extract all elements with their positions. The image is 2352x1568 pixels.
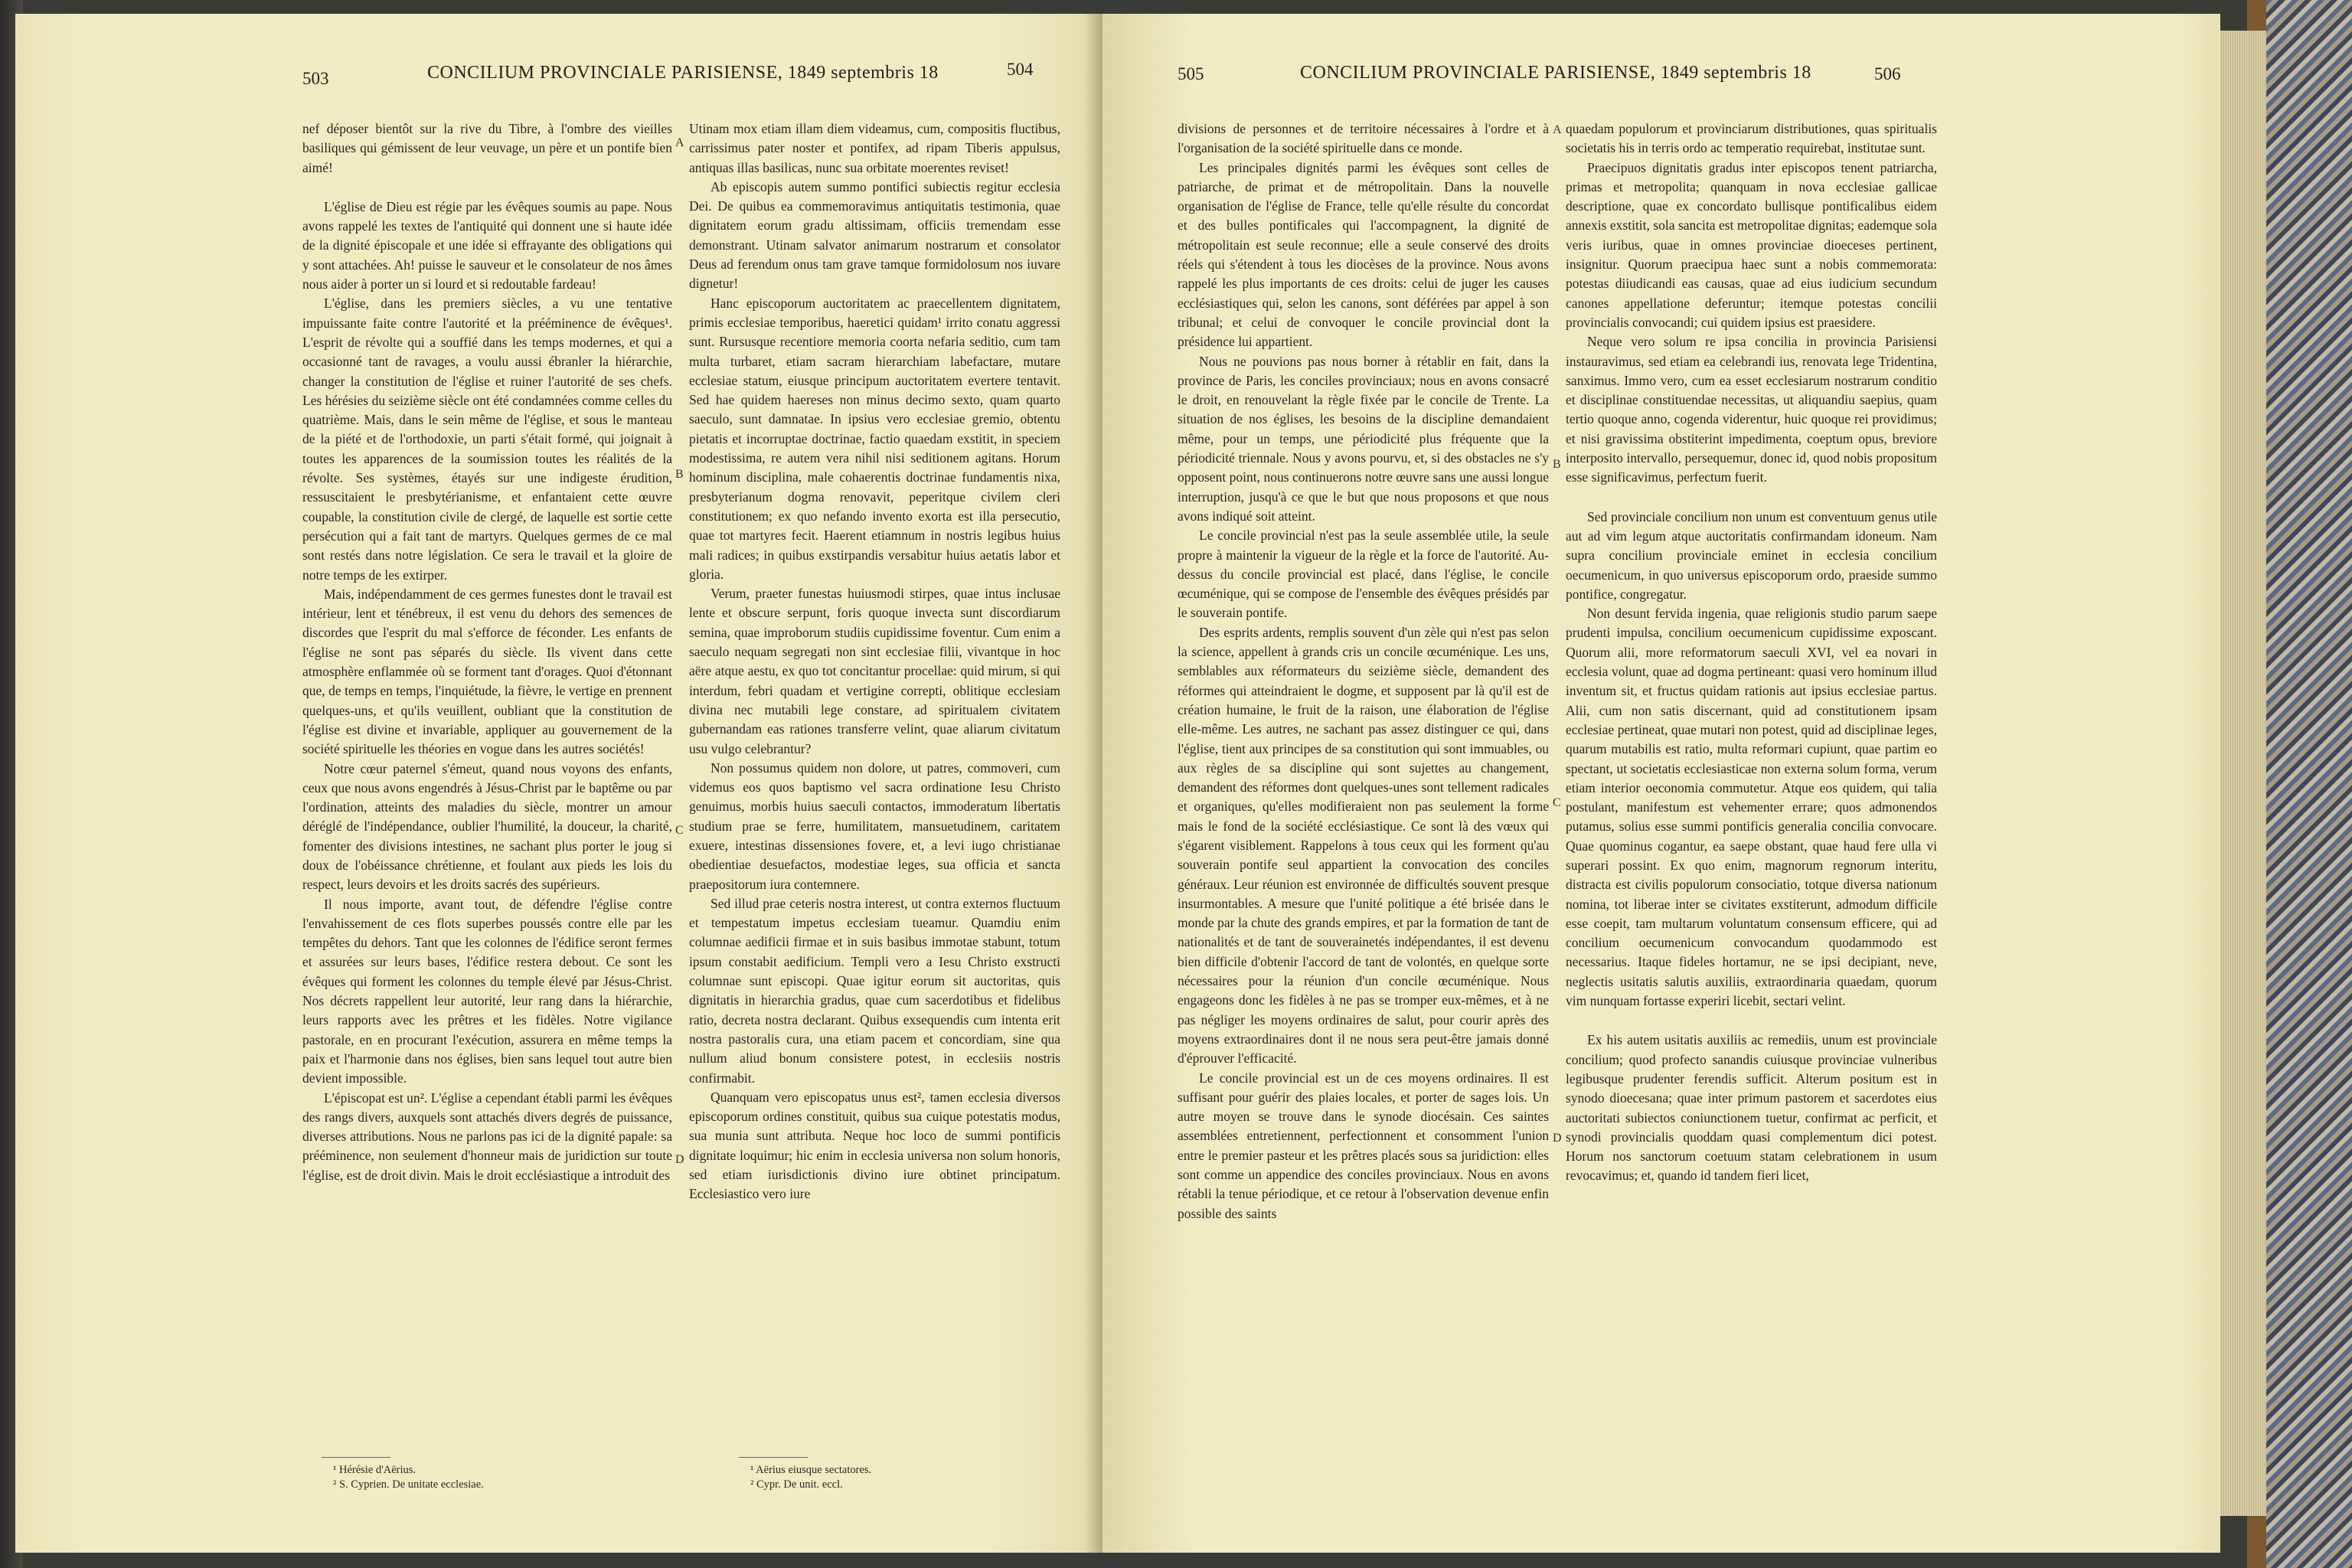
page-number-504: 504 [1007,60,1034,79]
paragraph: Des esprits ardents, remplis souvent d'un zèle qui n'est pas selon la science, appellent à grands cris un concile œcuménique. Les uns, semblables aux réformateurs du seizième siècle, demandent des réformes qui atteindraient le dogme, et supposent par là qu'il est de création humaine, le fruit de la raison, une élaboration de l'église elle-même. Les autres, ne sachant pas assez distinguer ce qui, dans l'église, tient aux principes de sa constitution qui sont immuables, ou aux règles de sa discipline qui sont sujettes au changement, demandent des réformes dont quelques-unes sont tellement radicales et organiques, qu'elles modifieraient non pas seulement la forme mais le fond de la société ecclésiastique. Ce sont là des vœux qui s'égarent visiblement. Rappelons à tous ceux qui les forment qu'au souverain pontife seul appartient la convocation des conciles généraux. Leur réunion est environnée de difficultés souvent presque insurmontables. A mesure que l'unité politique a été brisée dans le monde par la chute des grands empires, et par la formation de tant de nationalités et de tant de souverainetés indépendantes, il est devenu bien difficile d'obtenir l'accord de tant de volontés, en quelque sorte nécessaires pour la réunion d'un concile œcuménique. Nous engageons donc les fidèles à ne pas se tromper eux-mêmes, et à ne pas négliger les moyens ordinaires de salut, pour courir après des moyens extraordinaires dont il ne nous sera peut-être jamais donné d'éprouver l'efficacité. [1178,624,1549,1067]
french-column-left [302,119,672,1185]
paragraph: Praecipuos dignitatis gradus inter episcopos tenent patriarcha, primas et metropolita; quanquam in nova ecclesiae gallicae descriptione, quae ex concordato bullisque pontificalibus eidem annexis exstitit, sola sancita est metropolitae dignitas; eademque sola veris iuribus, quae in omnes provinciae dioeceses pertinent, insignitur. Quorum praecipua haec sunt a nobis commemorata: potestas diiudicandi eas causas, quae ad eius iudicium secundum canones appellatione deferuntur; itemque potestas concilii provincialis convocandi; cui quidem ipsius est praesidere. [1566,159,1937,330]
paragraph: Utinam mox etiam illam diem videamus, cum, compositis fluctibus, carrissimus pater noster et pontifex, ad ripam Tiberis appulsus, antiquas illas basilicas, nunc sua orbitate moerentes reviset! [689,121,1060,175]
paragraph: Les principales dignités parmi les évêques sont celles de patriarche, de primat et de métropolitain. Dans la nouvelle organisation de l'église de France, telle qu'elle résulte du concordat et des bulles pontificales qui l'accompagnent, la dignité de métropolitain est seule reconnue; elle a seule conservé des droits réels qui s'étendent à tous les diocèses de la province. Nous avons rappelé les plus importants de ces droits: celui de juger les causes ecclésiastiques qui, selon les canons, sont déférées par appel à son tribunal; et celui de convoquer le concile provincial dont la présidence lui appartient. [1178,159,1549,350]
left-page [15,14,1102,1553]
paragraph: L'épiscopat est un². L'église a cependant établi parmi les évêques des rangs divers, auxquels sont attachés divers degrés de puissance, diverses attributions. Nous ne parlons pas ici de la dignité papale: sa prééminence, non seulement d'honneur mais de juridiction sur toute l'église, est de droit divin. Mais le droit ecclésiastique a introduit des [302,1089,672,1183]
page-number-505: 505 [1178,64,1204,83]
paragraph: Non possumus quidem non dolore, ut patres, commoveri, cum videmus eos quos baptismo vel sacra ordinatione Iesu Christo genuimus, morbis huius saeculi contactos, immoderatum libertatis studium prae se ferre, humilitatem, mansuetudinem, caritatem exuere, intestinas dissensiones fovere, et, a levi iugo christianae obedientiae desuefactos, modestiae leges, sua officia et sancta praepositorum iura contemnere. [689,760,1060,892]
margin-marker-d: D [1553,1132,1562,1145]
right-page [1102,14,2220,1553]
latin-column-right [1566,119,1937,1186]
paragraph: Notre cœur paternel s'émeut, quand nous voyons des enfants, ceux que nous avons engendrés à Jésus-Christ par le baptême ou par l'ordination, atteints des maladies du siècle, montrer un amour déréglé de l'indépendance, oublier l'humilité, la douceur, la charité, fomenter des divisions intestines, ne sachant plus porter le joug si doux de l'obéissance chrétienne, et foulant aux pieds les lois du respect, leurs devoirs et les droits sacrés des supérieurs. [302,760,672,893]
paragraph: nef déposer bientôt sur la rive du Tibre, à l'ombre des vieilles basiliques qui gémissent de leur veuvage, un père et un pontife bien aimé! [302,121,672,175]
paragraph: Il nous importe, avant tout, de défendre l'église contre l'envahissement de ces flots superbes poussés contre elle par les tempêtes du dehors. Tant que les colonnes de l'édifice seront fermes et assurées sur leurs bases, l'édifice restera debout. Ce sont les évêques qui forment les colonnes du temple élevé par Jésus-Christ. Nos décrets rappellent leur autorité, leur rang dans la hiérarchie, leurs rapports avec les prêtres et les fidèles. Notre vigilance pastorale, en en procurant l'exécution, assurera en même temps la paix et l'harmonie dans nos églises, bien sans lequel tout autre bien devient impossible. [302,896,672,1086]
paragraph: Quanquam vero episcopatus unus est², tamen ecclesia diversos episcoporum ordines constituit, quibus sua cuique potestatis modus, sua munia sunt attributa. Neque hoc loco de summi pontificis dignitate loquimur; hic enim in ecclesia universa non solum honoris, sed etiam iurisdictionis divino iure obtinet principatum. Ecclesiastico vero iure [689,1089,1060,1202]
margin-marker-c: C [1553,796,1561,809]
page-number-503: 503 [302,69,329,88]
footnote-rule [322,1457,390,1458]
paragraph: divisions de personnes et de territoire nécessaires à l'ordre et à l'organisation de la société spirituelle dans ce monde. [1178,121,1549,156]
paragraph: quaedam populorum et provinciarum distributiones, quas spiritualis societatis his in terris ordo ac temperatio requirebat, institutae sunt. [1566,121,1937,156]
paragraph: Le concile provincial n'est pas la seule assemblée utile, la seule propre à maintenir la vigueur de la règle et la force de l'autorité. Au-dessus du concile provincial est placé, dans l'église, le concile œcuménique, qui se compose de l'ensemble des évêques présidés par le souverain pontife. [1178,528,1549,621]
paragraph: Mais, indépendamment de ces germes funestes dont le travail est intérieur, lent et ténébreux, il est venu du dehors des semences de discordes que l'esprit du mal s'efforce de féconder. Les enfants de l'église ne sont pas séparés du siècle. Ils vivent dans cette atmosphère enflammée où se forment tant d'orages. Quoi d'étonnant que, de temps en temps, l'inquiétude, la fièvre, le vertige en prennent quelques-uns, et qu'ils veuillent, oubliant que la constitution de l'église est divine et invariable, appliquer au gouvernement de la société spirituelle les théories en vogue dans les autres sociétés! [302,586,672,757]
paragraph: Neque vero solum re ipsa concilia in provincia Parisiensi instauravimus, sed etiam ea celebrandi ius, renovata lege Tridentina, sanximus. Immo vero, cum ea esset ecclesiarum nostrarum conditio et disciplinae constituendae necessitas, ut aliquandiu saepius, quam tertio quoque anno, cogenda viderentur, huic quoque rei providimus; et nisi gravissima obstiterint impedimenta, coeptum opus, breviore interposito intervallo, persequemur, donec id, quod nobis propositum esse significavimus, perfectum fuerit. [1566,334,1937,485]
background-fabric [2266,0,2352,1568]
footnote: ² Cypr. De unit. eccl. [750,1478,843,1491]
footnotes-french-left [333,1463,484,1492]
footnote-rule [739,1457,808,1458]
margin-marker-a: A [1553,123,1562,136]
footnote: ¹ Hérésie d'Aërius. [333,1464,416,1476]
paragraph: Le concile provincial est un de ces moyens ordinaires. Il est suffisant pour guérir des plaies locales, et porter de sages lois. Un autre moyen se trouve dans le synode diocésain. Ces saintes assemblées entretiennent, perfectionnent et consomment l'union entre le premier pasteur et les prêtres placés sous sa juridiction: elles sont comme un appendice des conciles provinciaux. Nous en avons rétabli la tenue périodique, et ce retour à l'observation devenue enfin possible des saints [1178,1070,1549,1221]
paragraph: Verum, praeter funestas huiusmodi stirpes, quae intus inclusae lente et obscure serpunt, foris quoque invecta sunt discordiarum semina, quae improborum studiis cupidissime foventur. Cum enim a saeculo nequam segregati non sint ecclesiae filii, vivantque in hoc aëre atque aestu, ex quo tot concitantur procellae: quid mirum, si qui interdum, febri quadam et vertigine correpti, oblitique ecclesiam divina nec mutabili lege constare, ad spiritualem civitatem gubernandam eas rationes transferre velint, quae aliarum civitatum usu vulgo celebrantur? [689,586,1060,756]
footnote: ¹ Aërius eiusque sectatores. [750,1464,872,1476]
margin-marker-b: B [1553,458,1561,471]
paragraph: Non desunt fervida ingenia, quae religionis studio parum saepe prudenti impulsa, concilium oecumenicum cupidissime exposcant. Quorum alii, more reformatorum saeculi XVI, vel ea novari in ecclesia volunt, quae ad dogma pertineant: quasi vero hominum illud inventum sit, et fructus quidam rationis aut ipsius ecclesiae partus. Alii, cum non satis discernant, quid ad constitutionem ipsam ecclesiae pertineat, quae mutari non potest, quid ad disciplinae leges, quarum mutabilis est ratio, multa reformari cupiunt, quae partim eo spectant, ut societatis ecclesiasticae non externa solum forma, verum etiam interior oeconomia commutetur. Atque eos quidem, qui talia postulant, manifestum est vehementer errare; quos admonendos putamus, solius esse summi pontificis generalia concilia convocare. Quae quominus cogantur, ea saepe obstant, quae haud fere ulla vi superari possint. Ex quo enim, magnorum regnorum interitu, distracta est civilis populorum consociatio, totque diversa nationum nomina, tot liberae inter se civitates exstiterunt, admodum difficile esse coepit, tam multarum voluntatum consensum efficere, qui ad concilium oecumenicum convocandum quodammodo est necessarius. Itaque fideles hortamur, ne se ipsi decipiant, neve, neglectis usitatis salutis auxiliis, extraordinaria quaedam, quorum vim nunquam fortasse experiri licebit, sectari velint. [1566,606,1937,1009]
margin-marker-b: B [675,468,684,481]
page-stack-edge [2213,31,2274,1516]
margin-marker-a: A [675,136,684,149]
latin-column-left [689,119,1060,1204]
paragraph: Nous ne pouvions pas nous borner à rétablir en fait, dans la province de Paris, les conciles provinciaux; nous en avons consacré le droit, en renouvelant la règle fixée par le concile de Trente. La situation de nos églises, les besoins de la discipline demandaient même, pour un temps, une périodicité plus fréquente que la périodicité triennale. Nous y avons pourvu, et, si des obstacles ne s'y opposent point, nous continuerons notre œuvre sans une aussi longue interruption, jusqu'à ce que le but que nous proposons et que nous avons indiqué soit atteint. [1178,353,1549,524]
right-page-header [1102,63,2220,113]
footnotes-latin-left [750,1463,871,1492]
paragraph: Ab episcopis autem summo pontifici subiectis regitur ecclesia Dei. De quibus ea commemoravimus antiquitatis testimonia, quae dignitatem eorum gradu altissimam, officiis tremendam esse demonstrant. Utinam salvator animarum nostrarum et consolator Deus ad ferendum onus tam grave tamque formidolosum nos iuvare dignetur! [689,178,1060,292]
paragraph: Sed provinciale concilium non unum est conventuum genus utile aut ad vim legum atque auctoritatis confirmandam idoneum. Nam supra concilium provinciale eminet in ecclesia concilium oecumenicum, in quo universus episcoporum ordo, praeside summo pontifice, congregatur. [1566,508,1937,602]
footnote: ² S. Cyprien. De unitate ecclesiae. [333,1478,484,1491]
paragraph: L'église de Dieu est régie par les évêques soumis au pape. Nous avons rappelé les textes de l'antiquité qui donnent une si haute idée de la dignité épiscopale et une idée si effrayante des obligations qui y sont attachées. Ah! puisse le sauveur et le consolateur de nos âmes nous aider à porter un si lourd et si redoutable fardeau! [302,198,672,292]
paragraph: Hanc episcoporum auctoritatem ac praecellentem dignitatem, primis ecclesiae temporibus, haeretici quidam¹ irrito conatu aggressi sunt. Rursusque recentiore memoria coorta nefaria seditio, cum tam multa turbaret, etiam sacram hierarchiam labefactare, mutare ecclesiae statum, eiusque principum auctoritatem evertere tentavit. Sed hae quidem haereses non minus decimo sexto, quam quarto saeculo, sunt damnatae. In ipsius vero ecclesiae gremio, obtentu pietatis et incorruptae doctrinae, factio quaedam exstitit, in speciem modestissima, re autem vera nihil nisi seditionem agitans. Horum hominum disciplina, male cohaerentis doctrinae fundamentis nixa, presbyterianum dogma renovavit, peperitque civilem cleri constitutionem; ex quo nefando invento exorta est illa persecutio, quae tot martyres fecit. Haerent etiamnum in nostris legibus huius mali radices; in quibus exstirpandis versabitur huius aetatis labor et gloria. [689,295,1060,582]
margin-marker-c: C [675,824,684,837]
paragraph: Sed illud prae ceteris nostra interest, ut contra externos fluctuum et tempestatum impetus ecclesiam tueamur. Quamdiu enim columnae aedificii firmae et in suis basibus immotae stabunt, totum ipsum constabit aedificium. Templi vero a Iesu Christo exstructi columnae sunt episcopi. Quae igitur eorum sit auctoritas, quis dignitatis in hierarchia gradus, quae cum sacerdotibus et fidelibus ratio, decreta nostra declarant. Quibus exsequendis cum intenta erit nostra pastoralis cura, una etiam pacem et concordiam, sine qua nullum aliud bonum consistere potest, in ecclesiis nostris confirmabit. [689,895,1060,1086]
margin-marker-d: D [675,1153,684,1166]
page-number-506: 506 [1874,64,1901,83]
paragraph: Ex his autem usitatis auxiliis ac remediis, unum est provinciale concilium; quod profecto sanandis cuiusque provinciae vulneribus legibusque prudenter ferendis sufficit. Alterum positum est in synodo dioecesana; quae inter primum pastorem et sacerdotes eius auctoritati subiectos coniunctionem tuetur, confirmat ac perficit, et synodi provincialis quoddam quasi complementum dici potest. Horum nos sanctorum coetuum statam celebrationem in usum revocavimus; et, quando id tandem fieri licet, [1566,1032,1937,1184]
running-title: CONCILIUM PROVINCIALE PARISIENSE, 1849 septembris 18 [1300,63,1811,83]
left-page-header [15,60,1102,113]
paragraph: L'église, dans les premiers siècles, a vu une tentative impuissante faite contre l'autorité et la prééminence de évêques¹. L'esprit de révolte qui a souffié dans les temps modernes, et qui a occasionné tant de ravages, a voulu aussi ébranler la hiérarchie, changer la constitution de l'église et ruiner l'autorité de ses chefs. Les hérésies du seizième siècle ont été condamnées comme celles du quatrième. Mais, dans le sein même de l'église, et sous le manteau de la piété et de l'orthodoxie, un parti s'était formé, qui joignait à toutes les apparences de la soumission toutes les réalités de la révolte. Ses systèmes, étayés sur une indigeste érudition, ressuscitaient le presbytérianisme, et enfantaient cette œuvre coupable, la constitution civile de clergé, de laquelle est sortie cette persécution qui a fait tant de martyrs. Quelques germes de ce mal sont restés dans notre législation. Ce sera le travail et la gloire de notre temps de les extirper. [302,296,672,583]
french-column-right [1178,119,1549,1223]
running-title: CONCILIUM PROVINCIALE PARISIENSE, 1849 septembris 18 [427,63,939,83]
